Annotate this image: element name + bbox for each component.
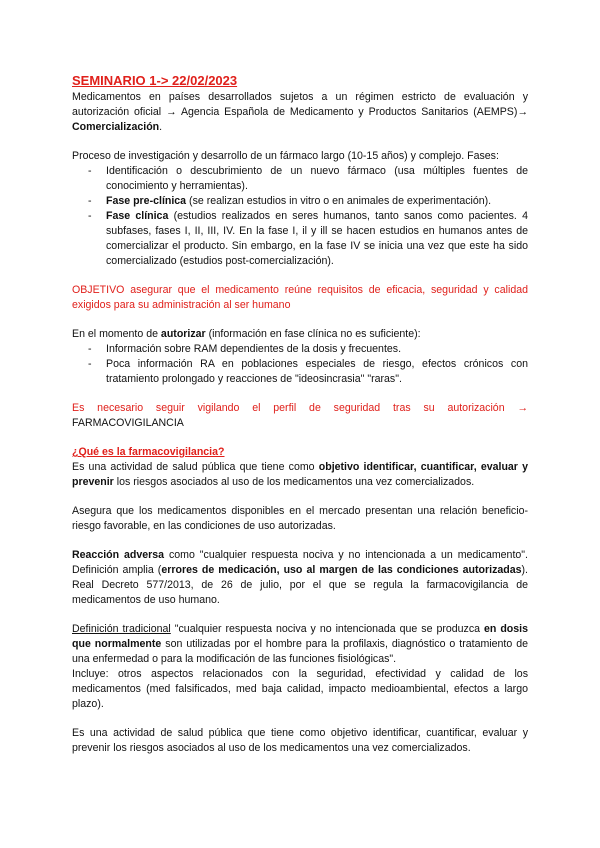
necessary-black: FARMACOVIGILANCIA: [72, 417, 184, 429]
objective-paragraph: OBJETIVO asegurar que el medicamento reúne requisitos de eficacia, seguridad y calidad exigidos para su administración al ser humano: [72, 284, 528, 311]
phase2-bold: Fase pre-clínica: [106, 195, 187, 207]
phase3-text: (estudios realizados en seres humanos, tanto sanos como pacientes. 4 subfases, fases I, II, III, IV. En la fase I, il y ill se hacen estudios en humanos antes de comercializar el producto. Sin embargo, en la fase IV se inicia una vez que este ha sido comercializado (estudios post-comercialización).: [106, 210, 528, 267]
adverse-bold2: errores de medicación, uso al margen de las condiciones autorizadas: [161, 564, 522, 576]
intro-end: .: [159, 121, 163, 133]
authorize-item1: Información sobre RAM dependientes de la dosis y frecuentes.: [106, 343, 402, 355]
traditional-text2: son utilizadas por el hombre para la profilaxis, diagnóstico o tratamiento de una enfermedad o para la modificación de las funciones fisiológicas".: [72, 638, 528, 665]
adverse-paragraph: [72, 548, 528, 608]
traditional-text1: "cualquier respuesta nociva y no intencionada que se produzca: [170, 623, 484, 635]
page-title: SEMINARIO 1-> 22/02/2023: [72, 73, 238, 88]
authorize-item: [72, 342, 528, 357]
document-body: [72, 72, 528, 756]
assures-paragraph: Asegura que los medicamentos disponibles en el mercado presentan una relación beneficio-riesgo favorable, en las condiciones de uso autorizadas.: [72, 505, 528, 532]
authorize-item2: Poca información RA en poblaciones especiales de riesgo, efectos crónicos con tratamiento prolongado y reacciones de "ideosincrasia" "raras".: [106, 358, 528, 385]
question-post: los riesgos asociados al uso de los medicamentos una vez comercializados.: [113, 476, 475, 488]
phase1-text: Identificación o descubrimiento de un nuevo fármaco (usa múltiples fuentes de conocimiento y herramientas).: [106, 165, 528, 192]
intro-text: Medicamentos en países desarrollados sujetos a un régimen estricto de evaluación y autorización oficial → Agencia Española de Medicamento y Productos Sanitarios (AEMPS)→: [72, 91, 528, 118]
question-heading-line: [72, 445, 528, 460]
adverse-text1: como "cualquier respuesta nociva y no intencionada a un medicamento". Definición amplia (: [72, 549, 528, 576]
question-bold: objetivo identificar, cuantificar, evaluar y prevenir: [72, 461, 529, 488]
phase2-text: (se realizan estudios in vitro o en animales de experimentación).: [186, 195, 492, 207]
traditional-bold: en dosis que normalmente: [72, 623, 529, 650]
necessary-red: Es necesario seguir vigilando el perfil de seguridad tras su autorización →: [72, 402, 528, 414]
phase3-bold: Fase clínica: [106, 210, 169, 222]
authorize-list: [72, 342, 528, 387]
question-paragraph: [72, 460, 528, 490]
adverse-bold1: Reacción adversa: [72, 549, 165, 561]
authorize-item: [72, 357, 528, 387]
closing-paragraph: Es una actividad de salud pública que tiene como objetivo identificar, cuantificar, evaluar y prevenir los riesgos asociados al uso de los medicamentos una vez comercializados.: [72, 727, 528, 754]
includes-paragraph: Incluye: otros aspectos relacionados con la seguridad, efectividad y calidad de los medicamentos (med falsificados, med baja calidad, impacto medioambiental, efectos a largo plazo).: [72, 668, 528, 710]
intro-bold: Comercialización: [72, 121, 160, 133]
intro-paragraph: [72, 90, 528, 135]
authorize-post: (información en fase clínica no es suficiente):: [205, 328, 421, 340]
phase-item: [72, 194, 528, 209]
question-pre: Es una actividad de salud pública que tiene como: [72, 461, 319, 473]
necessary-paragraph: [72, 401, 528, 431]
authorize-pre: En el momento de: [72, 328, 161, 340]
traditional-underlined: Definición tradicional: [72, 623, 171, 635]
phase-item: [72, 164, 528, 194]
traditional-paragraph: [72, 622, 528, 667]
question-heading: ¿Qué es la farmacovigilancia?: [72, 446, 225, 458]
authorize-paragraph: [72, 327, 528, 342]
phases-list: [72, 164, 528, 269]
authorize-bold: autorizar: [160, 328, 206, 340]
phase-item: [72, 209, 528, 269]
process-lead: Proceso de investigación y desarrollo de un fármaco largo (10-15 años) y complejo. Fases:: [72, 150, 499, 162]
adverse-text2: ). Real Decreto 577/2013, de 26 de julio, por el que se regula la farmacovigilancia de medicamentos de uso humano.: [72, 564, 528, 606]
